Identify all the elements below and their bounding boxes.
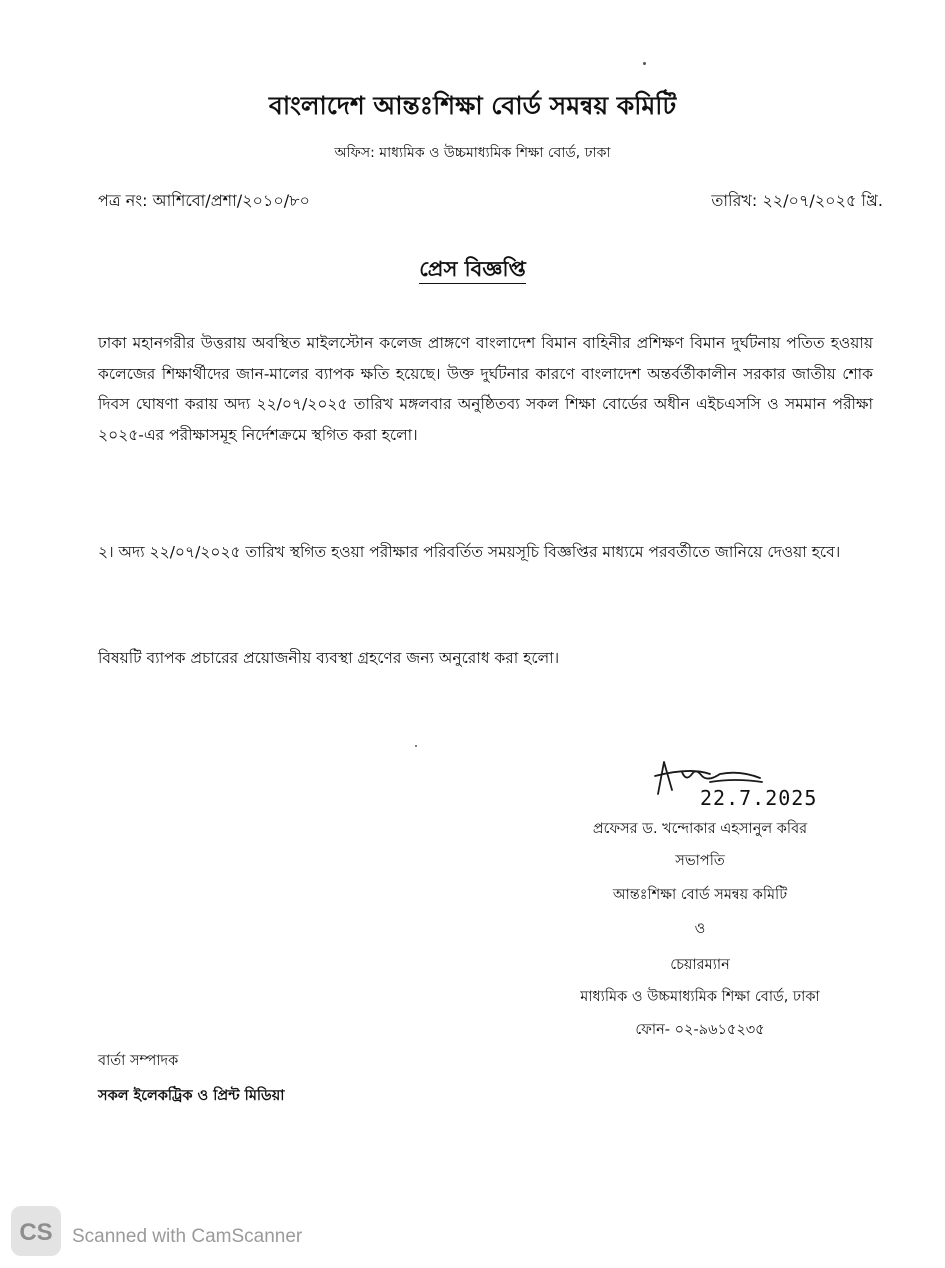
signatory-conjunction: ও — [694, 921, 706, 937]
signatory-name: প্রফেসর ড. খন্দোকার এহসানুল কবির — [592, 821, 808, 837]
signatory-designation: সভাপতি — [675, 853, 725, 869]
signatory-board: মাধ্যমিক ও উচ্চমাধ্যমিক শিক্ষা বোর্ড, ঢাকা — [580, 989, 820, 1005]
recipient-line-1: বার্তা সম্পাদক — [98, 1053, 179, 1069]
speck — [415, 745, 417, 747]
signatory-phone: ফোন- ০২-৯৬১৫২৩৫ — [635, 1022, 765, 1038]
signatory-committee: আন্তঃশিক্ষা বোর্ড সমন্বয় কমিটি — [612, 887, 788, 903]
camscanner-logo-icon — [10, 1205, 62, 1257]
memo-number: পত্র নং: আশিবো/প্রশা/২০১০/৮০ — [98, 191, 310, 210]
letterhead-title: বাংলাদেশ আন্তঃশিক্ষা বোর্ড সমন্বয় কমিটি — [268, 91, 677, 120]
body-paragraph-1: ঢাকা মহানগরীর উত্তরায় অবস্থিত মাইলস্টোন কলেজ প্রাঙ্গণে বাংলাদেশ বিমান বাহিনীর প্রশিক্ষণ বিমান দুর্ঘটনায় পতিত হওয়ায় কলেজের শিক্ষার্থীদের জান-মালের ব্যাপক ক্ষতি হয়েছে। উক্ত দুর্ঘটনার কারণে বাংলাদেশ অন্তর্বর্তীকালীন সরকার জাতীয় শোক দিবস ঘোষণা করায় অদ্য ২২/০৭/২০২৫ তারিখ মঙ্গলবার অনুষ্ঠিতব্য সকল শিক্ষা বোর্ডের অধীন এইচএসসি ও সমমান পরীক্ষা ২০২৫-এর পরীক্ষাসমূহ নির্দেশক্রমে স্থগিত করা হলো। — [98, 334, 873, 444]
camscanner-watermark: Scanned with CamScanner — [72, 1226, 303, 1247]
signatory-chairman-title: চেয়ারম্যান — [670, 957, 730, 973]
body-paragraph-3: বিষয়টি ব্যাপক প্রচারের প্রয়োজনীয় ব্যবস্থা গ্রহণের জন্য অনুরোধ করা হলো। — [98, 649, 560, 667]
signature-date: 22.7.2025 — [700, 786, 818, 810]
memo-date: তারিখ: ২২/০৭/২০২৫ খ্রি. — [711, 191, 883, 210]
letterhead-office: অফিস: মাধ্যমিক ও উচ্চমাধ্যমিক শিক্ষা বোর্ড, ঢাকা — [334, 145, 611, 161]
svg-text:CS: CS — [19, 1219, 53, 1246]
recipient-line-2: সকল ইলেকট্রিক ও প্রিন্ট মিডিয়া — [98, 1088, 285, 1104]
press-release-heading — [0, 253, 945, 288]
body-paragraph-2: ২। অদ্য ২২/০৭/২০২৫ তারিখ স্থগিত হওয়া পরীক্ষার পরিবর্তিত সময়সূচি বিজ্ঞপ্তির মাধ্যমে পরবর্তীতে জানিয়ে দেওয়া হবে। — [98, 543, 841, 561]
heading-text: প্রেস বিজ্ঞপ্তি — [419, 257, 525, 284]
speck — [643, 62, 646, 65]
